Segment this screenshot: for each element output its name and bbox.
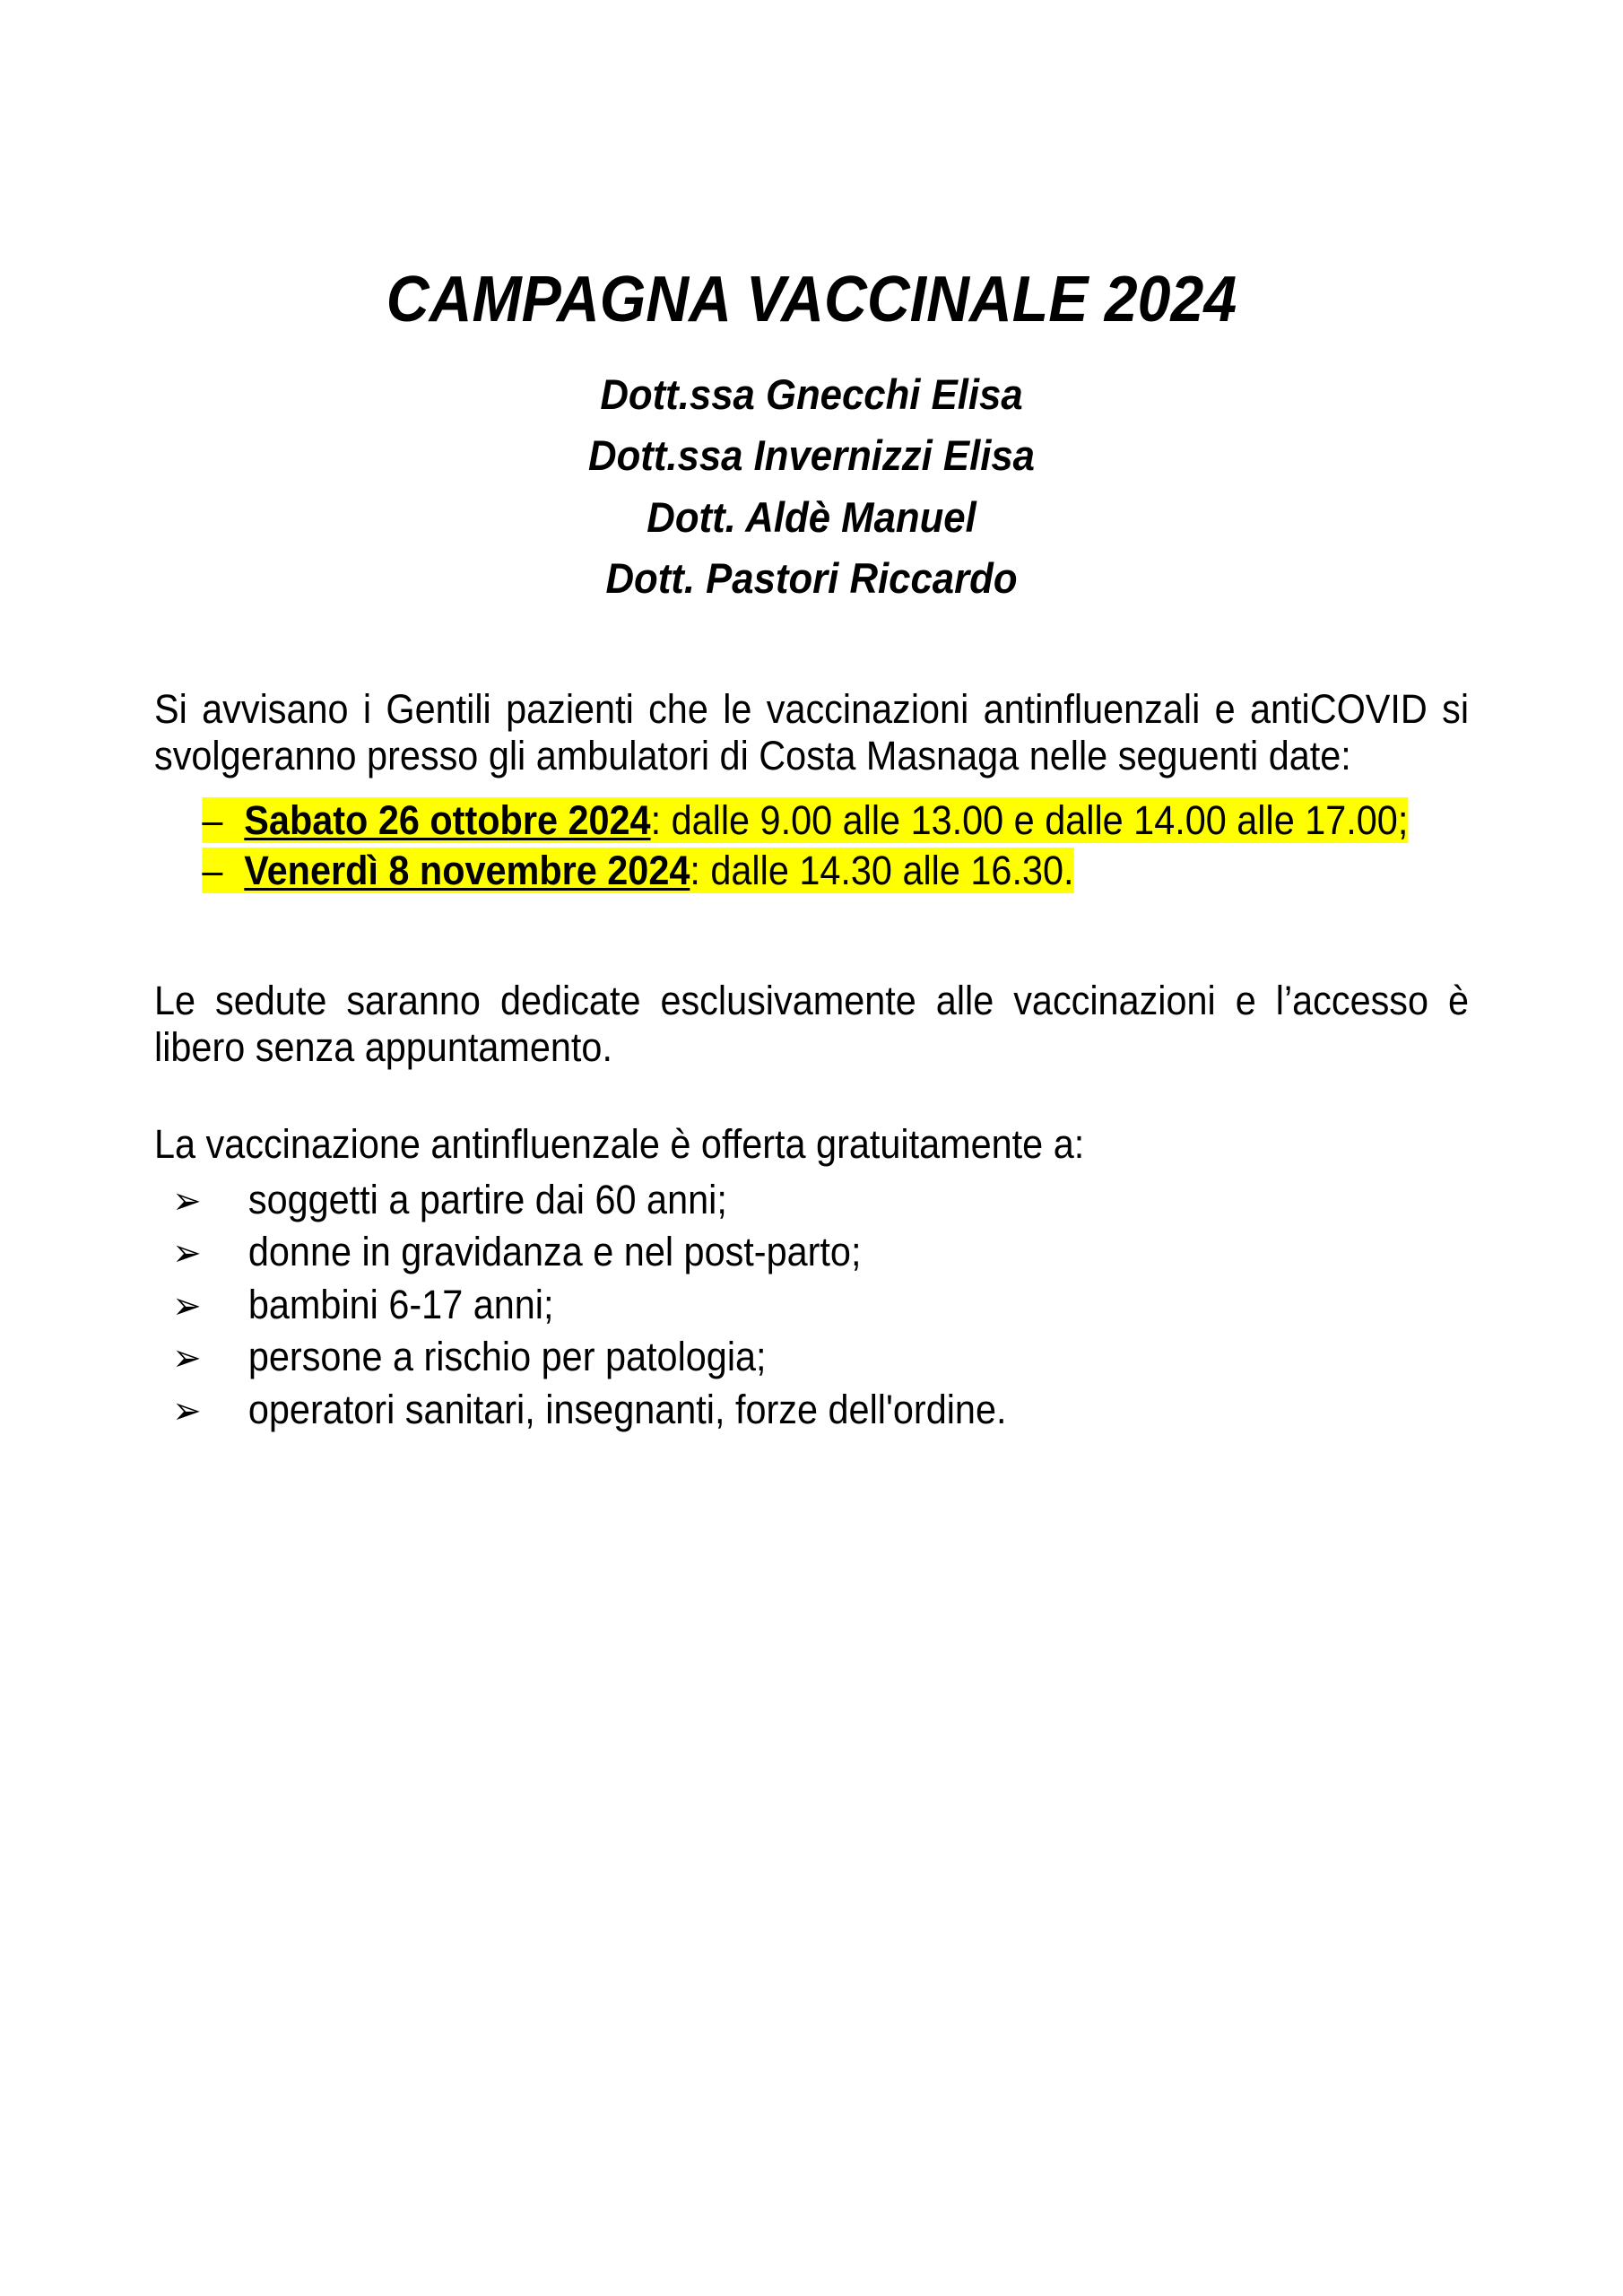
arrow-bullet-icon: ➢ [172, 1178, 202, 1222]
doctor-name: Dott. Aldè Manuel [647, 492, 976, 541]
doctor-name: Dott. Pastori Riccardo [605, 553, 1018, 602]
list-item-label: persone a rischio per patologia; [247, 1334, 767, 1379]
arrow-bullet-icon: ➢ [172, 1335, 202, 1379]
date-label: Venerdì 8 novembre 2024 [244, 847, 690, 893]
date-highlight [202, 848, 1073, 893]
list-item [172, 1384, 1469, 1437]
eligible-targets-list [154, 1174, 1469, 1437]
arrow-bullet-icon: ➢ [172, 1283, 202, 1327]
dash-marker: – [202, 847, 223, 893]
doctor-name: Dott.ssa Gnecchi Elisa [600, 370, 1023, 419]
list-item-label: soggetti a partire dai 60 anni; [247, 1176, 727, 1222]
list-item [172, 1279, 1469, 1332]
dash-marker: – [202, 797, 223, 844]
list-item [172, 1226, 1469, 1279]
date-list-item [202, 846, 1469, 895]
doctor-name: Dott.ssa Invernizzi Elisa [588, 431, 1035, 480]
list-item [172, 1331, 1469, 1384]
doctor-name-list [154, 364, 1469, 609]
date-highlight [202, 797, 1408, 843]
date-label: Sabato 26 ottobre 2024 [244, 797, 651, 844]
vaccination-dates-list [154, 796, 1469, 895]
page-title: CAMPAGNA VACCINALE 2024 [386, 264, 1237, 335]
intro-paragraph: Si avvisano i Gentili pazienti che le vaccinazioni antinfluenzali e antiCOVID si svolgeranno presso gli ambulatori di Costa Masnaga nelle seguenti date: [154, 685, 1470, 779]
gratuita-intro-paragraph: La vaccinazione antinfluenzale è offerta gratuitamente a: [154, 1121, 1085, 1168]
arrow-bullet-icon: ➢ [172, 1387, 202, 1432]
list-item-label: operatori sanitari, insegnanti, forze dell'ordine. [247, 1386, 1007, 1432]
date-times: : dalle 9.00 alle 13.00 e dalle 14.00 alle 17.00; [650, 797, 1409, 844]
list-item-label: bambini 6-17 anni; [247, 1281, 554, 1327]
date-list-item [202, 796, 1469, 845]
sedute-paragraph: Le sedute saranno dedicate esclusivamente alle vaccinazioni e l’accesso è libero senza appuntamento. [154, 977, 1470, 1071]
arrow-bullet-icon: ➢ [172, 1231, 202, 1274]
date-times: : dalle 14.30 alle 16.30. [690, 847, 1074, 893]
list-item [172, 1174, 1469, 1227]
list-item-label: donne in gravidanza e nel post-parto; [247, 1229, 862, 1274]
